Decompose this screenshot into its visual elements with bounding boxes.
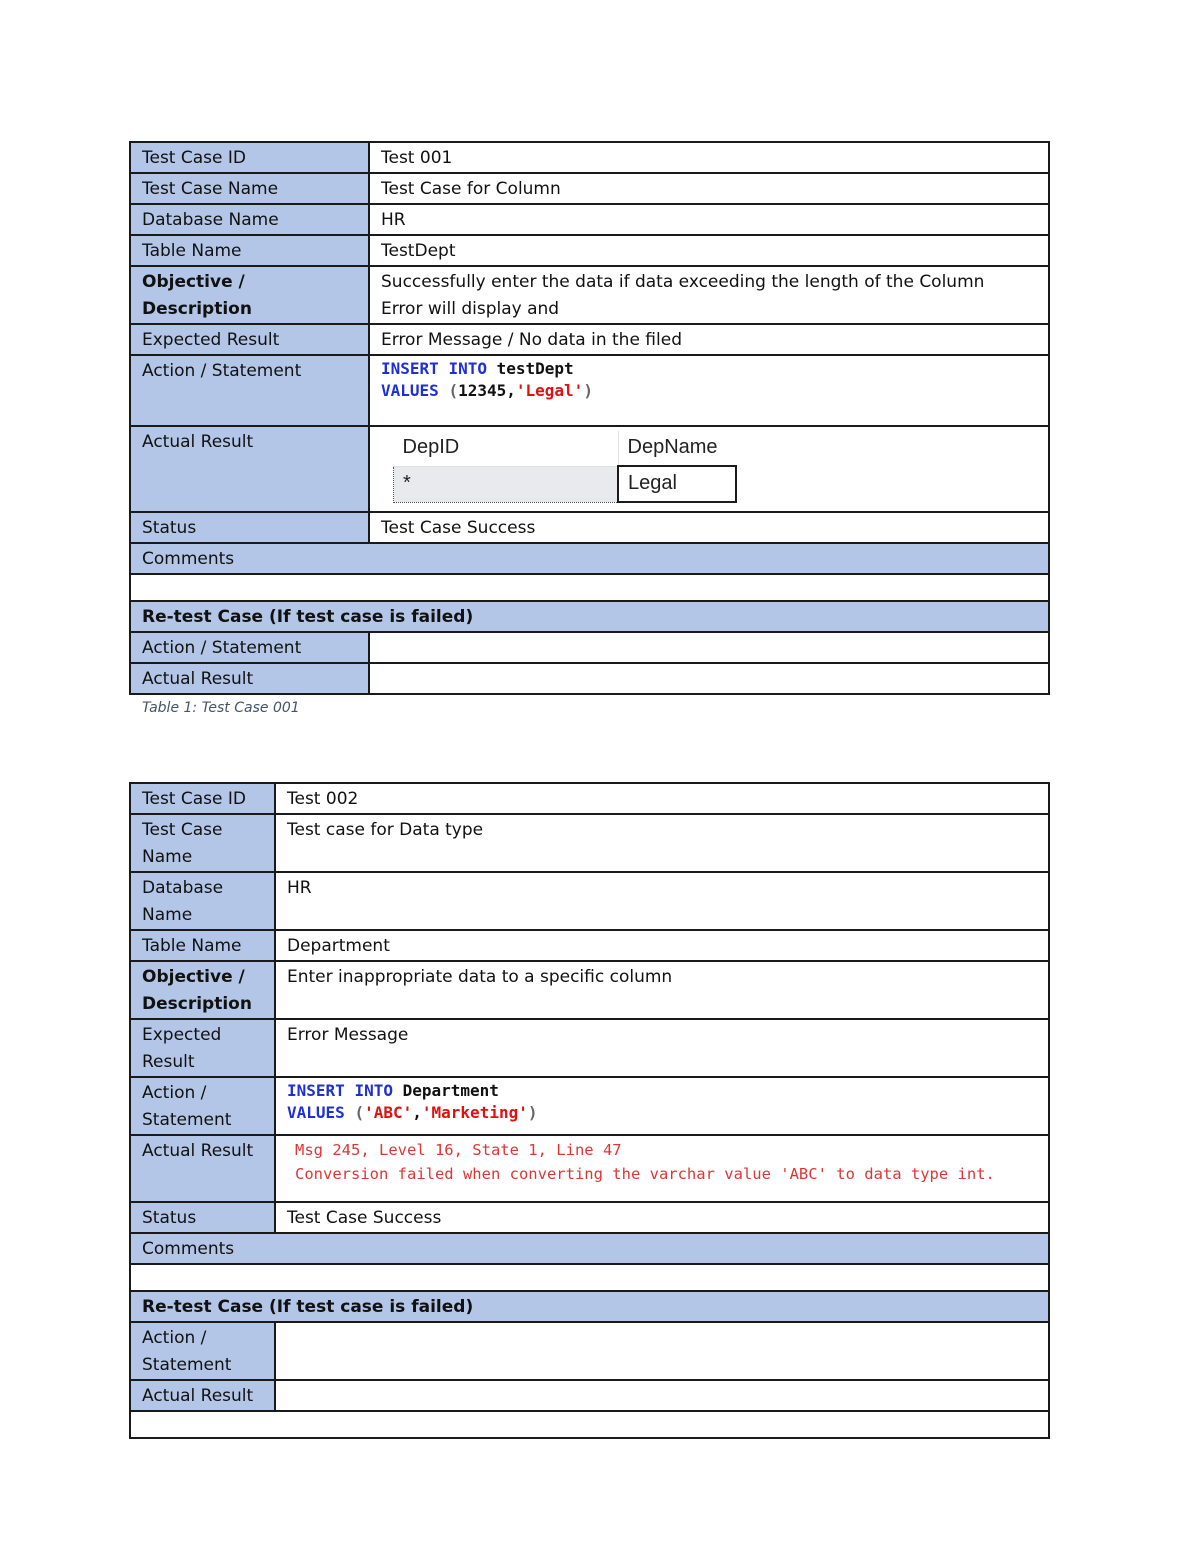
value-actual-result: [275, 1135, 1049, 1202]
sql-string: 'ABC': [364, 1103, 413, 1122]
retest-header: Re-test Case (If test case is failed): [130, 601, 1049, 632]
label-line: Result: [142, 1052, 195, 1072]
table-caption: Table 1: Test Case 001: [142, 700, 300, 716]
label-actual-result: Actual Result: [130, 426, 369, 512]
test-case-table-1: [129, 141, 1050, 695]
sql-keyword: VALUES: [381, 381, 439, 400]
value-expected-result: Error Message: [275, 1019, 1049, 1077]
value-test-case-id: Test 002: [275, 783, 1049, 814]
label-expected-result: [130, 1019, 275, 1077]
sql-paren: ): [583, 381, 593, 400]
label-test-case-name: Test Case Name: [130, 173, 369, 204]
label-test-case-name: [130, 814, 275, 872]
label-table-name: Table Name: [130, 235, 369, 266]
label-status: Status: [130, 512, 369, 543]
sql-identifier: Department: [402, 1081, 499, 1100]
comments-body: [130, 574, 1049, 601]
sql-string: 'Marketing': [421, 1103, 528, 1122]
label-action-statement: Action / Statement: [130, 355, 369, 426]
sql-identifier: testDept: [496, 359, 574, 378]
label-retest-action: [130, 1322, 275, 1380]
value-objective: [369, 266, 1049, 324]
value-retest-actual: [369, 663, 1049, 694]
value-database-name: HR: [275, 872, 1049, 930]
objective-line-2: Error will display and: [381, 299, 560, 319]
label-objective: [130, 961, 275, 1019]
grid-cell-depname[interactable]: Legal: [618, 466, 736, 502]
label-test-case-id: Test Case ID: [130, 142, 369, 173]
test-case-table-2: [129, 782, 1050, 1439]
value-actual-result: [369, 426, 1049, 512]
sql-line-1: [287, 1080, 1038, 1102]
sql-keyword: VALUES: [287, 1103, 345, 1122]
label-database-name: [130, 872, 275, 930]
label-action-statement: [130, 1077, 275, 1135]
value-expected-result: Error Message / No data in the filed: [369, 324, 1049, 355]
label-line: Action /: [142, 1083, 207, 1103]
label-actual-result: Actual Result: [130, 1135, 275, 1202]
value-test-case-name: Test Case for Column: [369, 173, 1049, 204]
retest-header: Re-test Case (If test case is failed): [130, 1291, 1049, 1322]
sql-keyword: INTO: [354, 1081, 393, 1100]
sql-line-2: [381, 380, 1038, 402]
sql-string: 'Legal': [515, 381, 584, 400]
label-line: Statement: [142, 1110, 232, 1130]
value-table-name: TestDept: [369, 235, 1049, 266]
sql-keyword: INTO: [448, 359, 487, 378]
sql-keyword: INSERT: [287, 1081, 345, 1100]
value-status: Test Case Success: [275, 1202, 1049, 1233]
value-test-case-name: Test case for Data type: [275, 814, 1049, 872]
label-retest-actual: Actual Result: [130, 1380, 275, 1411]
label-line: Statement: [142, 1355, 232, 1375]
value-database-name: HR: [369, 204, 1049, 235]
label-line: Name: [142, 905, 193, 925]
grid-header-depname: DepName: [618, 431, 736, 466]
sql-comma: ,: [412, 1103, 422, 1122]
sql-number: 12345,: [458, 381, 516, 400]
sql-paren: (: [354, 1103, 365, 1122]
sql-keyword: INSERT: [381, 359, 439, 378]
trailing-empty-row: [130, 1411, 1049, 1438]
sql-paren: ): [527, 1103, 538, 1122]
label-table-name: Table Name: [130, 930, 275, 961]
label-retest-actual: Actual Result: [130, 663, 369, 694]
value-test-case-id: Test 001: [369, 142, 1049, 173]
label-line: Test Case: [142, 820, 223, 840]
value-table-name: Department: [275, 930, 1049, 961]
error-line-2: Conversion failed when converting the varchar value 'ABC' to data type int.: [295, 1165, 995, 1183]
label-retest-action: Action / Statement: [130, 632, 369, 663]
comments-header: Comments: [130, 543, 1049, 574]
label-status: Status: [130, 1202, 275, 1233]
sql-paren: (: [448, 381, 459, 400]
label-line: Database: [142, 878, 224, 898]
label-expected-result: Expected Result: [130, 324, 369, 355]
value-retest-action: [275, 1322, 1049, 1380]
sql-line-2: [287, 1102, 1038, 1124]
error-line-1: Msg 245, Level 16, State 1, Line 47: [295, 1141, 622, 1159]
label-objective: Objective / Description: [130, 266, 369, 324]
label-line: Name: [142, 847, 193, 867]
label-database-name: Database Name: [130, 204, 369, 235]
objective-line-1: Successfully enter the data if data exceeding the length of the Column: [381, 272, 985, 292]
label-line: Description: [142, 994, 252, 1014]
sql-line-1: [381, 358, 1038, 380]
comments-body: [130, 1264, 1049, 1291]
result-grid: [393, 431, 737, 503]
grid-header-depid: DepID: [394, 431, 619, 466]
value-action-statement: [275, 1077, 1049, 1135]
grid-cell-depid[interactable]: *: [394, 466, 619, 502]
value-objective: Enter inappropriate data to a specific column: [275, 961, 1049, 1019]
value-retest-actual: [275, 1380, 1049, 1411]
label-line: Objective /: [142, 967, 245, 987]
value-status: Test Case Success: [369, 512, 1049, 543]
label-test-case-id: Test Case ID: [130, 783, 275, 814]
label-line: Expected: [142, 1025, 222, 1045]
value-action-statement: [369, 355, 1049, 426]
comments-header: Comments: [130, 1233, 1049, 1264]
value-retest-action: [369, 632, 1049, 663]
label-line: Action /: [142, 1328, 207, 1348]
